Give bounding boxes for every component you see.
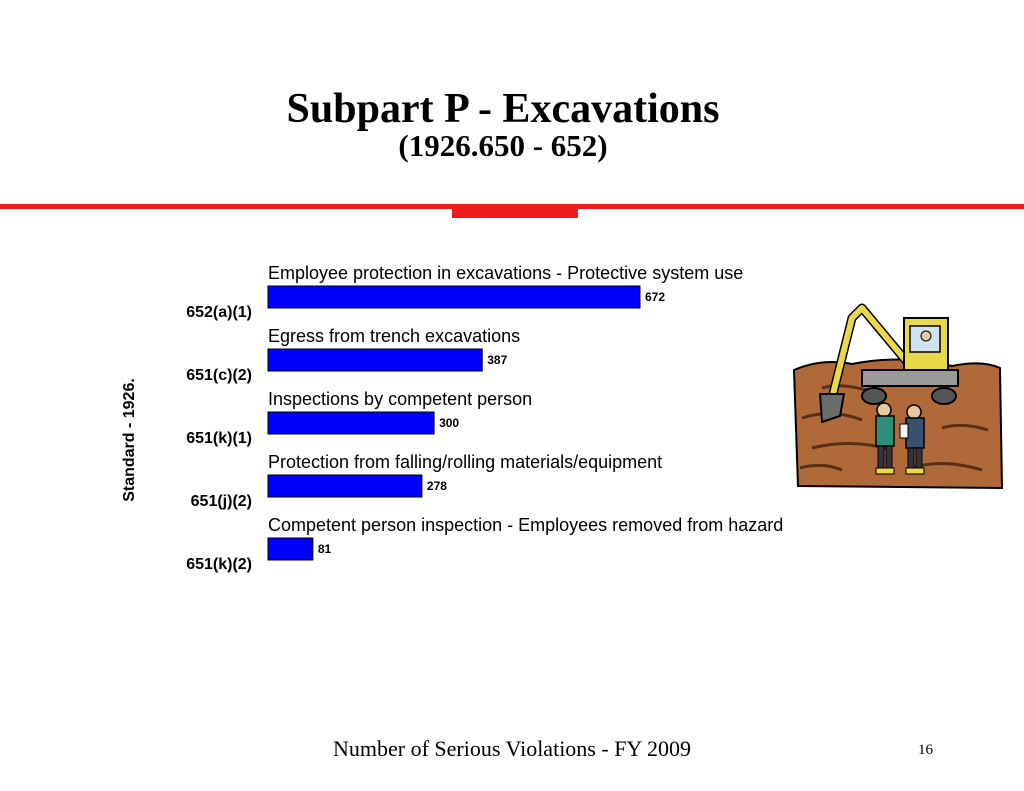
bar <box>268 538 313 560</box>
bar-description-label: Egress from trench excavations <box>268 326 521 346</box>
bar-description-label: Competent person inspection - Employees removed from hazard <box>268 515 784 535</box>
page-number: 16 <box>918 742 933 758</box>
y-tick-label: 651(c)(2) <box>186 367 252 384</box>
slide-subtitle: (1926.650 - 652) <box>398 128 608 163</box>
bar <box>268 412 434 434</box>
bar-value-label: 300 <box>439 416 460 430</box>
bar-value-label: 81 <box>317 542 332 556</box>
bar <box>268 475 422 497</box>
bar-value-label: 387 <box>487 353 508 367</box>
y-tick-label: 651(j)(2) <box>190 493 252 510</box>
bar-description-label: Inspections by competent person <box>268 389 533 409</box>
bar-description-label: Employee protection in excavations - Protective system use <box>268 263 744 283</box>
y-tick-label: 652(a)(1) <box>186 304 252 321</box>
y-tick-label: 651(k)(1) <box>186 430 252 447</box>
bar-value-label: 278 <box>426 479 447 493</box>
bar <box>268 349 482 371</box>
chart-caption: Number of Serious Violations - FY 2009 <box>333 736 691 761</box>
y-tick-label: 651(k)(2) <box>186 556 252 573</box>
bar-description-label: Protection from falling/rolling materials/equipment <box>268 452 663 472</box>
bar-value-label: 672 <box>645 290 666 304</box>
slide-title: Subpart P - Excavations <box>286 86 720 132</box>
excavator-with-workers-icon <box>792 298 1004 492</box>
y-axis-label: Standard - 1926. <box>121 378 138 502</box>
bar <box>268 286 640 308</box>
